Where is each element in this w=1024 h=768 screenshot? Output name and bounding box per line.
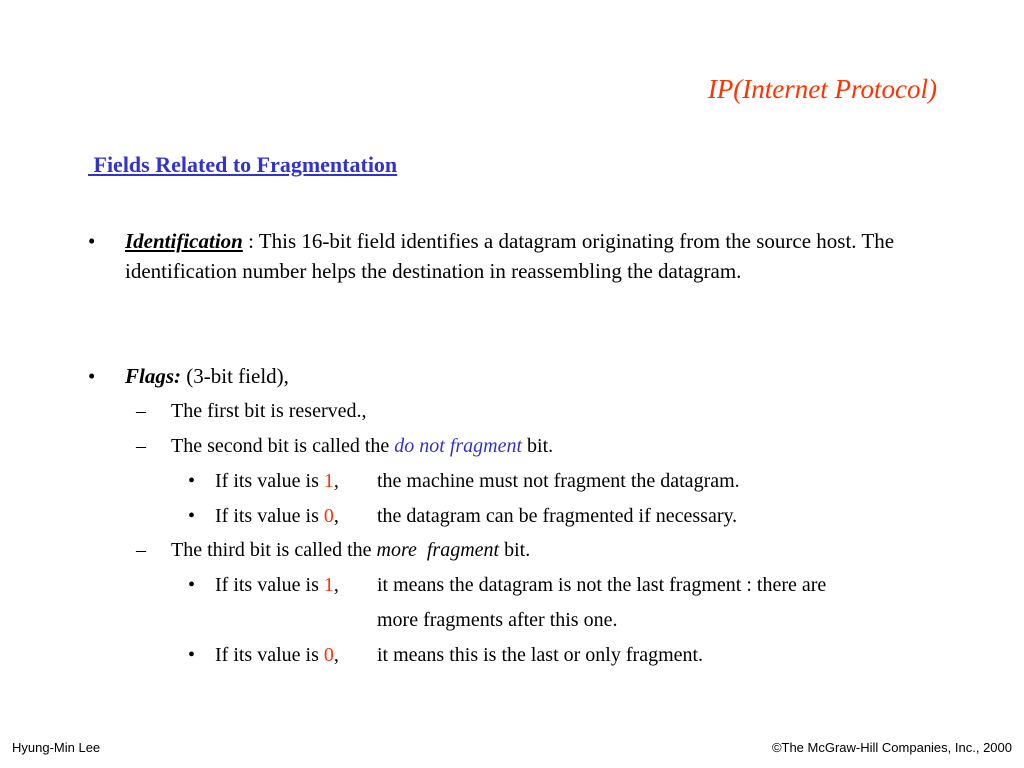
footer-copyright: ©The McGraw-Hill Companies, Inc., 2000 (771, 740, 1012, 755)
value-lead: If its value is 0, (215, 644, 339, 666)
value-lead: If its value is 0, (215, 505, 339, 527)
bullet-dot: • (88, 229, 96, 253)
term-identification: Identification (125, 229, 243, 253)
term-more-fragment: more fragment (376, 539, 500, 561)
value-meaning: the datagram can be fragmented if necessary. (377, 505, 738, 527)
flag-third-bit-text (171, 537, 530, 563)
third-bit-after: bit. (499, 539, 531, 561)
footer-author: Hyung-Min Lee (12, 740, 101, 755)
third-bit-before: The third bit is called the (171, 539, 377, 561)
slide-title: IP(Internet Protocol) (707, 74, 937, 104)
section-heading: Fields Related to Fragmentation (88, 152, 398, 177)
dash-marker: – (136, 539, 146, 561)
value-meaning: the machine must not fragment the datagram. (377, 470, 740, 492)
value-number: 1 (323, 574, 334, 596)
bullet-text (125, 226, 915, 286)
value-meaning: it means the datagram is not the last fragment : there are (377, 574, 827, 596)
value-number: 0 (323, 644, 334, 666)
value-lead: If its value is 1, (215, 470, 339, 492)
bullet-dot: • (188, 644, 196, 666)
bullet-dot: • (88, 364, 96, 388)
dash-marker: – (136, 435, 146, 457)
flag-first-bit-text: The first bit is reserved., (171, 400, 367, 422)
bullet-dot: • (188, 574, 196, 596)
term-do-not-fragment: do not fragment (394, 435, 523, 457)
value-lead: If its value is 1, (215, 574, 339, 596)
flag-second-bit-text (171, 433, 553, 459)
flags-description: (3-bit field), (181, 364, 289, 388)
second-bit-before: The second bit is called the (171, 435, 395, 457)
value-number: 0 (323, 505, 334, 527)
dash-marker: – (136, 400, 146, 422)
value-meaning: it means this is the last or only fragment. (377, 644, 704, 666)
value-meaning-continuation: more fragments after this one. (377, 609, 618, 631)
term-flags: Flags: (125, 364, 182, 388)
bullet-text (125, 361, 915, 391)
bullet-dot: • (188, 470, 196, 492)
identification-description: : This 16-bit field identifies a datagram originating from the source host. The identification number helps the destination in reassembling the datagram. (125, 229, 895, 283)
value-number: 1 (323, 470, 334, 492)
bullet-dot: • (188, 505, 196, 527)
second-bit-after: bit. (522, 435, 554, 457)
